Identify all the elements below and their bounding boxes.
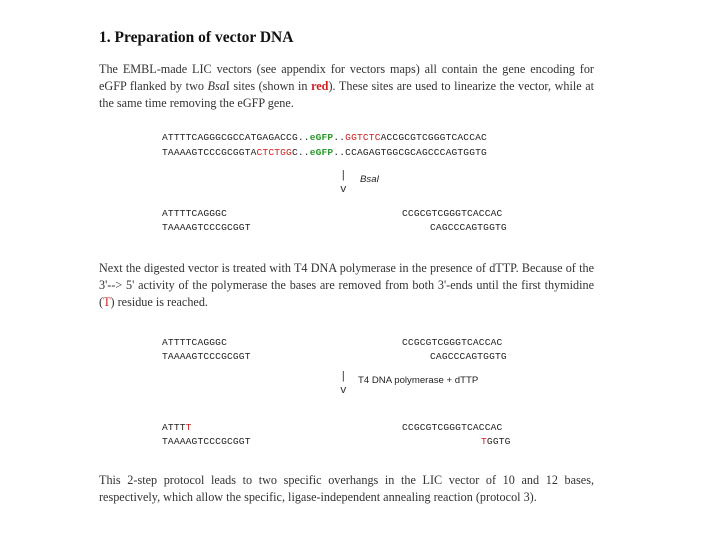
intro-text-1: The EMBL-made LIC vectors (see appendix for vectors maps) all contain the gene encoding for eGFP flanked by two [99,62,594,93]
top-seq-e: ACCGCGTCGGGTCACCAC [380,132,487,143]
poly-text-1: Next the digested vector is treated with T4 DNA polymerase in the presence of dTTP. Because of the 3'--> 5' activity of the polymerase the bases are removed from both 3'-ends until the first thymidine ( [99,261,594,309]
d2-right-top: CCGCGTCGGGTCACCAC [402,337,503,348]
d2-arrow-head: v [340,385,347,397]
step-arrow-shaft: | [340,170,347,182]
top-seq-c: .. [333,132,346,143]
bottom-egfp: eGFP [309,147,334,158]
thymidine-letter: T [103,295,111,309]
top-bsai-site: GGTCTC [345,132,381,143]
vector-top-strand [162,132,487,143]
vector-bottom-strand [162,147,487,158]
intro-paragraph [99,61,594,112]
bottom-seq-c: C.. [291,147,310,158]
intro-text-2: I sites (shown in [225,79,312,93]
cut-right-bottom: CAGCCCAGTGGTG [430,222,507,233]
enzyme-name: Bsa [207,79,226,93]
step-arrow-head: v [340,184,347,196]
poly-text-2: ) residue is reached. [110,295,208,309]
polymerase-paragraph [99,260,594,311]
section-heading: 1. Preparation of vector DNA [99,29,294,46]
d2-left-bottom: TAAAAGTCCCGCGGT [162,351,251,362]
result-right-bottom-t: T [481,436,487,447]
bottom-seq-a: TAAAAGTCCCGCGGTA [162,147,257,158]
d2-right-bottom: CAGCCCAGTGGTG [430,351,507,362]
top-egfp: eGFP [309,132,334,143]
summary-paragraph: This 2-step protocol leads to two specific overhangs in the LIC vector of 10 and 12 bases, respectively, which allow the specific, ligase-independent annealing reaction (protocol 3). [99,473,594,504]
result-left-bottom: TAAAAGTCCCGCGGT [162,436,251,447]
d2-arrow-shaft: | [340,371,347,383]
d2-left-top: ATTTTCAGGGC [162,337,227,348]
polymerase-label: T4 DNA polymerase + dTTP [358,375,479,386]
intro-text-3: ). These sites are used to linearize the vector, while at the same time removing the eGFP gene. [99,79,594,110]
result-right-top: CCGCGTCGGGTCACCAC [402,422,503,433]
cut-right-top: CCGCGTCGGGTCACCAC [402,208,503,219]
result-right-bottom [481,436,511,447]
bottom-seq-e: ..CCAGAGTGGCGCAGCCCAGTGGTG [333,147,487,158]
result-left-top [162,422,192,433]
cut-left-top: ATTTTCAGGGC [162,208,227,219]
cut-left-bottom: TAAAAGTCCCGCGGT [162,222,251,233]
red-keyword: red [311,79,329,93]
result-left-top-plain: ATTT [162,422,186,433]
bottom-bsai-site: CTCTGG [256,147,292,158]
result-left-top-t: T [185,422,192,433]
enzyme-label: BsaI [360,174,380,185]
result-right-bottom-plain: GGTG [486,436,511,447]
top-seq-a: ATTTTCAGGGCGCCATGAGACCG.. [162,132,310,143]
